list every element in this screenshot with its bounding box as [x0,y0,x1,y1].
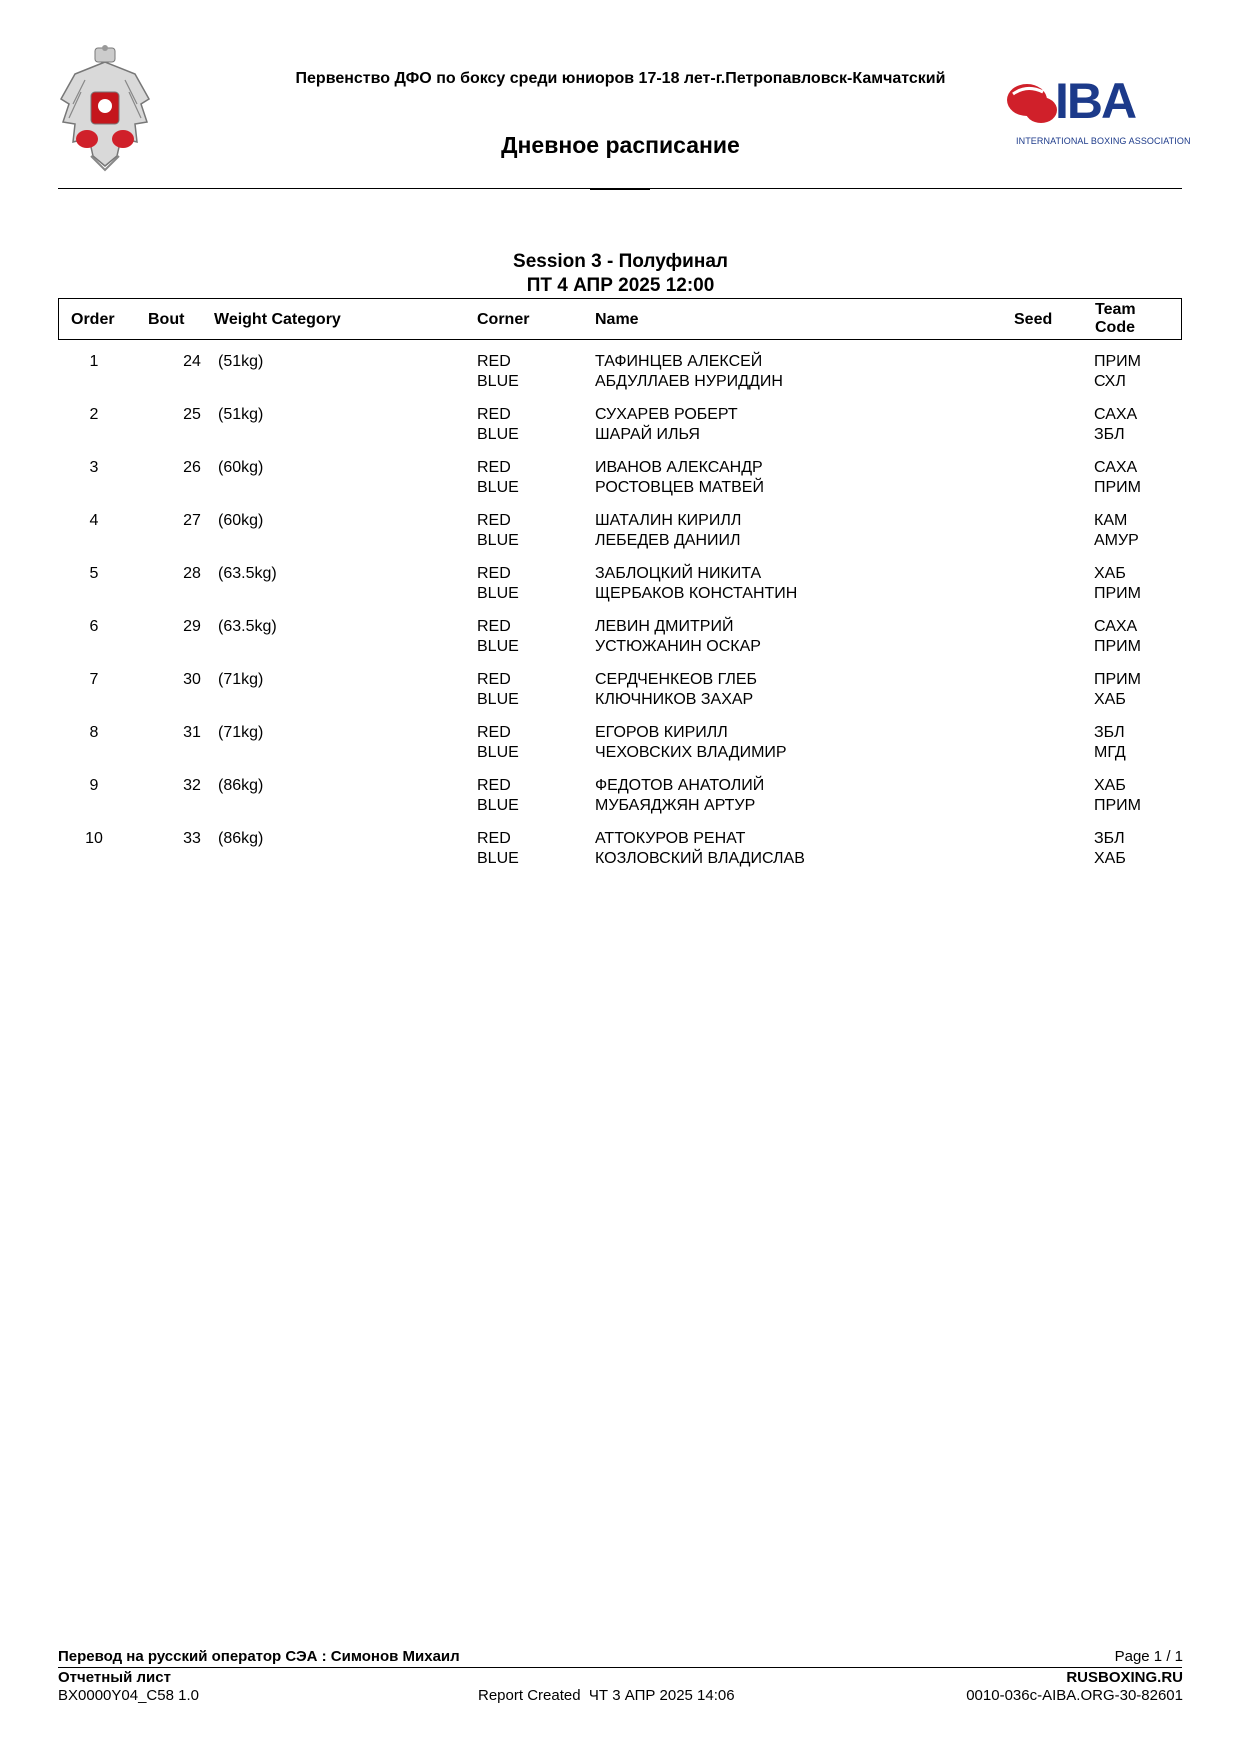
blue-corner-label: BLUE [477,426,519,443]
table-row [58,670,1182,723]
red-team-code: ПРИМ [1094,353,1141,370]
bout-number: 26 [183,459,201,476]
col-order: Order [71,311,115,328]
footer-doc-code: BX0000Y04_C58 1.0 [58,1687,199,1704]
blue-corner-label: BLUE [477,638,519,655]
red-team-code: ЗБЛ [1094,724,1125,741]
blue-corner-label: BLUE [477,373,519,390]
bout-number: 33 [183,830,201,847]
blue-boxer-name: МУБАЯДЖЯН АРТУР [595,797,756,814]
blue-team-code: АМУР [1094,532,1139,549]
bout-order: 2 [89,406,99,423]
footer-page: Page 1 / 1 [1114,1648,1183,1665]
footer-divider [58,1667,1182,1668]
red-boxer-name: ИВАНОВ АЛЕКСАНДР [595,459,763,476]
weight-category: (71kg) [218,724,264,741]
iba-logo-text: INTERNATIONAL BOXING ASSOCIATION [1016,136,1191,146]
blue-boxer-name: КЛЮЧНИКОВ ЗАХАР [595,691,754,708]
bout-number: 29 [183,618,201,635]
red-corner-label: RED [477,512,511,529]
blue-corner-label: BLUE [477,585,519,602]
table-row [58,776,1182,829]
red-boxer-name: ЗАБЛОЦКИЙ НИКИТА [595,565,762,582]
table-header [58,298,1182,340]
red-team-code: ЗБЛ [1094,830,1125,847]
table-row [58,564,1182,617]
page-title: Первенство ДФО по боксу среди юниоров 17-18 лет-г.Петропавловск-Камчатский [295,70,946,87]
red-boxer-name: ЕГОРОВ КИРИЛЛ [595,724,728,741]
blue-corner-label: BLUE [477,744,519,761]
red-boxer-name: ЛЕВИН ДМИТРИЙ [595,618,734,635]
blue-corner-label: BLUE [477,850,519,867]
iba-logo-letters: IBA [1055,73,1136,129]
col-bout: Bout [148,311,185,328]
footer-site: RUSBOXING.RU [1066,1669,1183,1686]
red-corner-label: RED [477,565,511,582]
blue-corner-label: BLUE [477,797,519,814]
bout-order: 5 [89,565,99,582]
table-row [58,458,1182,511]
page-subtitle: Дневное расписание [501,132,740,158]
red-team-code: САХА [1094,406,1138,423]
bout-order: 8 [89,724,99,741]
table-row [58,511,1182,564]
bout-order: 9 [89,777,99,794]
red-corner-label: RED [477,618,511,635]
session-title: Session 3 - Полуфинал [513,251,728,272]
red-boxer-name: ШАТАЛИН КИРИЛЛ [595,512,742,529]
red-boxer-name: АТТОКУРОВ РЕНАТ [595,830,746,847]
bout-order: 4 [89,512,99,529]
table-row [58,352,1182,405]
footer-ref-code: 0010-036c-AIBA.ORG-30-82601 [966,1687,1183,1704]
blue-boxer-name: КОЗЛОВСКИЙ ВЛАДИСЛАВ [595,850,805,867]
blue-corner-label: BLUE [477,479,519,496]
col-seed: Seed [1014,311,1053,328]
col-team-code [1095,301,1136,337]
red-team-code: ПРИМ [1094,671,1141,688]
blue-team-code: СХЛ [1094,373,1126,390]
col-team-code-line2: Code [1095,319,1135,336]
red-team-code: САХА [1094,618,1138,635]
col-weight: Weight Category [214,311,341,328]
header-divider-mark [590,188,650,190]
red-corner-label: RED [477,406,511,423]
weight-category: (60kg) [218,512,264,529]
weight-category: (71kg) [218,671,264,688]
red-corner-label: RED [477,724,511,741]
red-boxer-name: ТАФИНЦЕВ АЛЕКСЕЙ [595,353,763,370]
blue-boxer-name: ЩЕРБАКОВ КОНСТАНТИН [595,585,798,602]
table-row [58,617,1182,670]
blue-boxer-name: ЛЕБЕДЕВ ДАНИИЛ [595,532,741,549]
table-row [58,723,1182,776]
blue-team-code: ПРИМ [1094,479,1141,496]
bout-order: 1 [89,353,99,370]
weight-category: (63.5kg) [218,618,277,635]
red-team-code: ХАБ [1094,777,1126,794]
bout-number: 28 [183,565,201,582]
bout-order: 7 [89,671,99,688]
red-corner-label: RED [477,830,511,847]
footer-translator: Перевод на русский оператор СЭА : Симонов Михаил [58,1648,460,1665]
col-name: Name [595,311,639,328]
blue-boxer-name: УСТЮЖАНИН ОСКАР [595,638,761,655]
red-team-code: САХА [1094,459,1138,476]
bout-order: 6 [89,618,99,635]
red-corner-label: RED [477,459,511,476]
weight-category: (51kg) [218,406,264,423]
blue-team-code: ПРИМ [1094,797,1141,814]
col-team-code-line1: Team [1095,301,1136,318]
red-boxer-name: СУХАРЕВ РОБЕРТ [595,406,738,423]
bout-number: 31 [183,724,201,741]
table-row [58,829,1182,882]
bout-list [58,352,1182,882]
red-team-code: КАМ [1094,512,1128,529]
bout-number: 25 [183,406,201,423]
blue-team-code: ПРИМ [1094,585,1141,602]
red-corner-label: RED [477,353,511,370]
blue-team-code: ХАБ [1094,691,1126,708]
red-corner-label: RED [477,777,511,794]
red-corner-label: RED [477,671,511,688]
blue-corner-label: BLUE [477,691,519,708]
red-team-code: ХАБ [1094,565,1126,582]
blue-boxer-name: ШАРАЙ ИЛЬЯ [595,426,700,443]
weight-category: (86kg) [218,777,264,794]
red-boxer-name: ФЕДОТОВ АНАТОЛИЙ [595,777,765,794]
table-row [58,405,1182,458]
weight-category: (86kg) [218,830,264,847]
bout-order: 3 [89,459,99,476]
bout-number: 27 [183,512,201,529]
blue-team-code: ХАБ [1094,850,1126,867]
blue-team-code: ПРИМ [1094,638,1141,655]
blue-team-code: ЗБЛ [1094,426,1125,443]
footer-report-type: Отчетный лист [58,1669,171,1686]
col-corner: Corner [477,311,530,328]
blue-boxer-name: РОСТОВЦЕВ МАТВЕЙ [595,479,764,496]
session-info [0,250,1241,298]
footer-report-created: Report Created ЧТ 3 АПР 2025 14:06 [478,1687,735,1704]
blue-boxer-name: ЧЕХОВСКИХ ВЛАДИМИР [595,744,787,761]
weight-category: (60kg) [218,459,264,476]
blue-boxer-name: АБДУЛЛАЕВ НУРИДДИН [595,373,783,390]
bout-number: 32 [183,777,201,794]
bout-order: 10 [85,830,103,847]
red-boxer-name: СЕРДЧЕНКЕОВ ГЛЕБ [595,671,757,688]
blue-team-code: МГД [1094,744,1126,761]
bout-number: 24 [183,353,201,370]
weight-category: (51kg) [218,353,264,370]
blue-corner-label: BLUE [477,532,519,549]
session-datetime: ПТ 4 АПР 2025 12:00 [526,275,715,296]
bout-number: 30 [183,671,201,688]
weight-category: (63.5kg) [218,565,277,582]
